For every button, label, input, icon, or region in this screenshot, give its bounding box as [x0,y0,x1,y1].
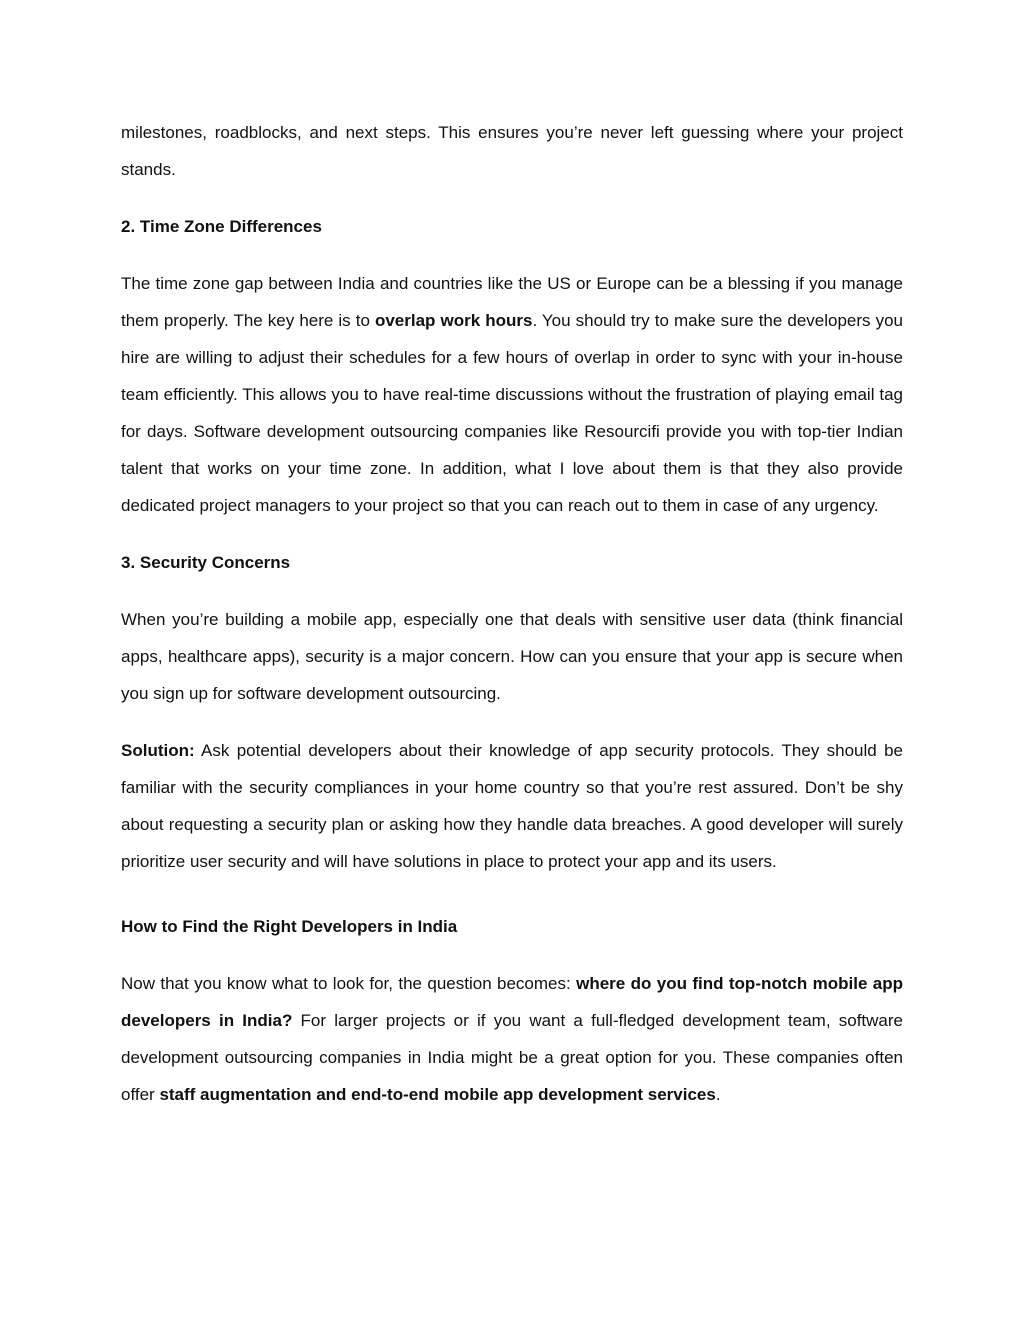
paragraph-find-text-c: For larger projects or if you want a full-fledged development team, software development outsourcing companies in India might be a great option for you. These companies often offer [121,1011,903,1104]
paragraph-milestones: milestones, roadblocks, and next steps. This ensures you’re never left guessing where your project stands. [121,123,903,179]
paragraph-find-developers [121,965,903,1113]
paragraph-time-zone-text-c: . You should try to make sure the developers you hire are willing to adjust their schedules for a few hours of overlap in order to sync with your in-house team efficiently. This allows you to have real-time discussions without the frustration of playing email tag for days. Software development outsourcing companies like Resourcifi provide you with top-tier Indian talent that works on your time zone. In addition, what I love about them is that they also provide dedicated project managers to your project so that you can reach out to them in case of any urgency. [121,311,903,515]
bold-where-find: where do you find top-notch mobile app developers in India? [121,974,904,1030]
paragraph-time-zone [121,265,903,524]
paragraph-time-zone-text-a: The time zone gap between India and countries like the US or Europe can be a blessing if you manage them properly. The key here is to [121,274,903,330]
heading-find-developers: How to Find the Right Developers in India [121,917,458,936]
bold-staff-augmentation: staff augmentation and end-to-end mobile app development services [159,1085,716,1104]
paragraph-find-text-a: Now that you know what to look for, the question becomes: [121,974,577,993]
document-page [121,114,903,1133]
paragraph-solution [121,732,903,880]
heading-security-concerns: 3. Security Concerns [121,553,291,572]
heading-time-zone-differences: 2. Time Zone Differences [121,217,322,236]
bold-solution-label: Solution: [121,741,195,760]
paragraph-solution-text: Ask potential developers about their knowledge of app security protocols. They should be familiar with the security compliances in your home country so that you’re rest assured. Don’t be shy about requesting a security plan or asking how they handle data breaches. A good developer will surely prioritize user security and will have solutions in place to protect your app and its users. [121,741,903,871]
bold-overlap-work-hours: overlap work hours [374,311,533,330]
paragraph-security: When you’re building a mobile app, especially one that deals with sensitive user data (think financial apps, healthcare apps), security is a major concern. How can you ensure that your app is secure when you sign up for software development outsourcing. [121,610,903,703]
paragraph-find-text-e: . [715,1085,721,1104]
